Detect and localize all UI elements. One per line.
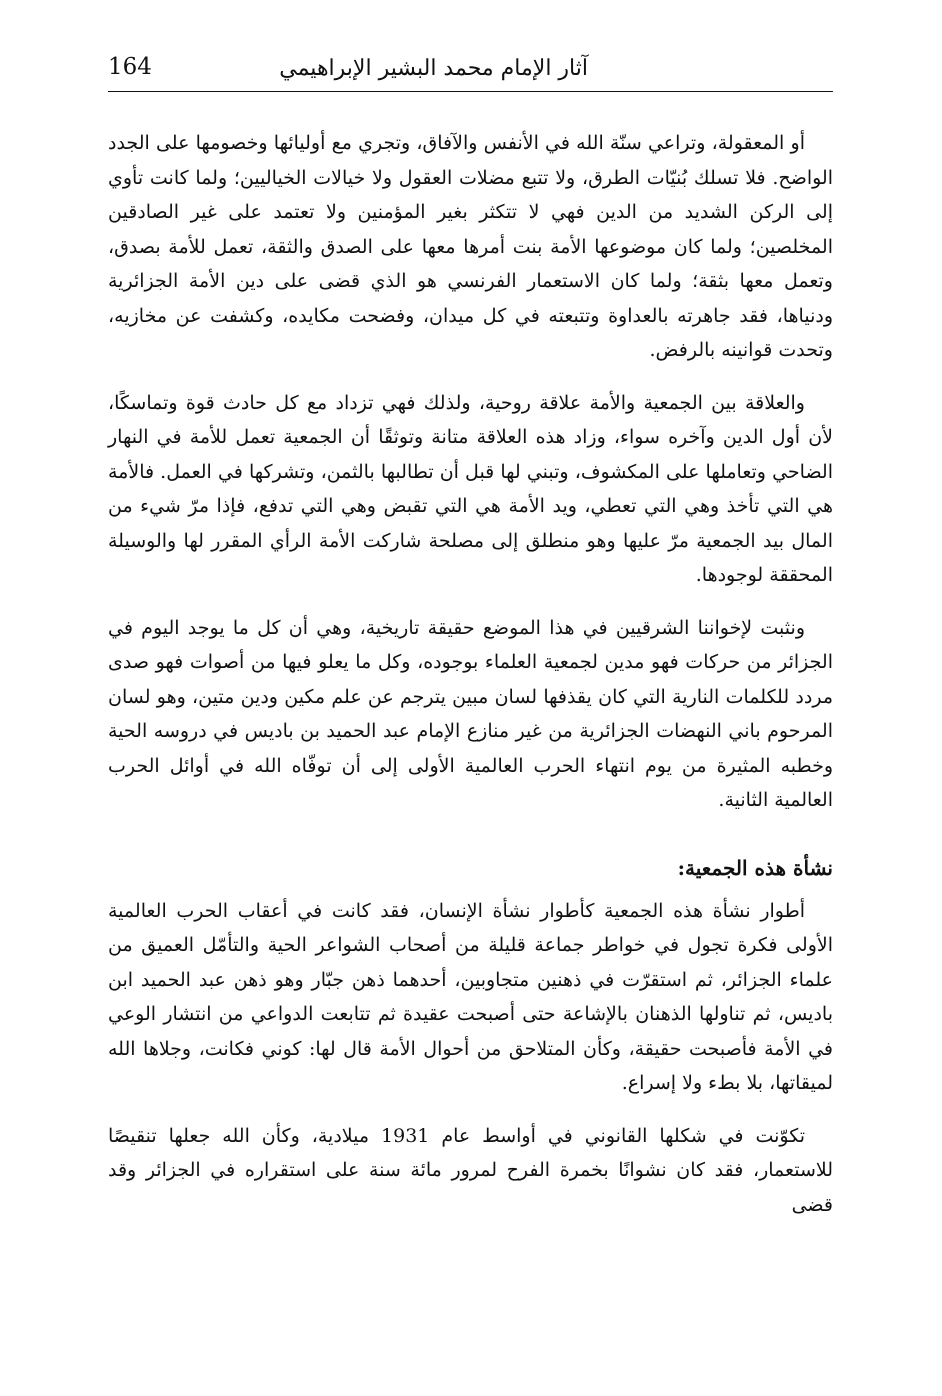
page-header: [108, 46, 833, 90]
paragraph-1: أو المعقولة، وتراعي سنّة الله في الأنفس والآفاق، وتجري مع أوليائها وخصومها على الجدد الواضح. فلا تسلك بُنيّات الطرق، ولا تتبع مضلات العقول ولا خيالات الخياليين؛ ولما كانت تأوي إلى الركن الشديد من الدين فهي لا تتكثر بغير المؤمنين ولا تعتمد على غير الصادقين المخلصين؛ ولما كان موضوعها الأمة بنت أمرها معها على الصدق والثقة، تعمل للأمة بصدق، وتعمل معها بثقة؛ ولما كان الاستعمار الفرنسي هو الذي قضى على دين الأمة الجزائرية ودنياها، فقد جاهرته بالعداوة وتتبعته في كل ميدان، وفضحت مكايده، وكشفت عن مخازيه، وتحدت قوانينه بالرفض.: [108, 132, 833, 361]
header-divider: [108, 91, 833, 92]
paragraph-5: تكوّنت في شكلها القانوني في أواسط عام 1931 ميلادية، وكأن الله جعلها تنقيصًا للاستعمار، فقد كان نشوانًا بخمرة الفرح لمرور مائة سنة على استقراره في الجزائر وقد قضى: [108, 1124, 833, 1216]
body-text: [108, 126, 833, 1222]
section-heading: نشأة هذه الجمعية:: [677, 855, 833, 880]
paragraph-2: والعلاقة بين الجمعية والأمة علاقة روحية، ولذلك فهي تزداد مع كل حادث قوة وتماسكًا، لأن أول الدين وآخره سواء، وزاد هذه العلاقة متانة وتوثقًا أن الجمعية تعمل للأمة في النهار الضاحي وتعاملها على المكشوف، وتبني لها قبل أن تطالبها بالثمن، وتشركها في العمل. فالأمة هي التي تأخذ وهي التي تعطي، ويد الأمة هي التي تقبض وهي التي تدفع، فإذا مرّ شيء من المال بيد الجمعية مرّ عليها وهو منطلق إلى مصلحة شاركت الأمة الرأي المقرر لها والوسيلة المحققة لوجودها.: [108, 391, 833, 586]
paragraph-4: أطوار نشأة هذه الجمعية كأطوار نشأة الإنسان، فقد كانت في أعقاب الحرب العالمية الأولى فكرة تجول في خواطر جماعة قليلة من أصحاب الشواعر الحية والتأمّل العميق من علماء الجزائر، ثم استقرّت في ذهنين متجاوبين، أحدهما ذهن جبّار وهو ذهن عبد الحميد ابن باديس، ثم تناولها الذهنان بالإشاعة حتى أصبحت عقيدة ثم تتابعت الدواعي من انتشار الوعي في الأمة فأصبحت حقيقة، وكأن المتلاحق من أحوال الأمة قال لها: كوني فكانت، وجلاها الله لميقاتها، بلا بطء ولا إسراع.: [108, 899, 833, 1094]
page-number: 164: [108, 54, 152, 80]
paragraph-3: ونثبت لإخواننا الشرقيين في هذا الموضع حقيقة تاريخية، وهي أن كل ما يوجد اليوم في الجزائر من حركات فهو مدين لجمعية العلماء بوجوده، وكل ما يعلو فيها من أصوات فهو صدى مردد للكلمات النارية التي كان يقذفها لسان مبين يترجم عن علم مكين ودين متين، وهو لسان المرحوم باني النهضات الجزائرية من غير منازع الإمام عبد الحميد بن باديس في دروسه الحية وخطبه المثيرة من يوم انتهاء الحرب العالمية الأولى إلى أن توفّاه الله في أوائل الحرب العالمية الثانية.: [108, 616, 833, 811]
running-title: آثار الإمام محمد البشير الإبراهيمي: [279, 56, 588, 81]
